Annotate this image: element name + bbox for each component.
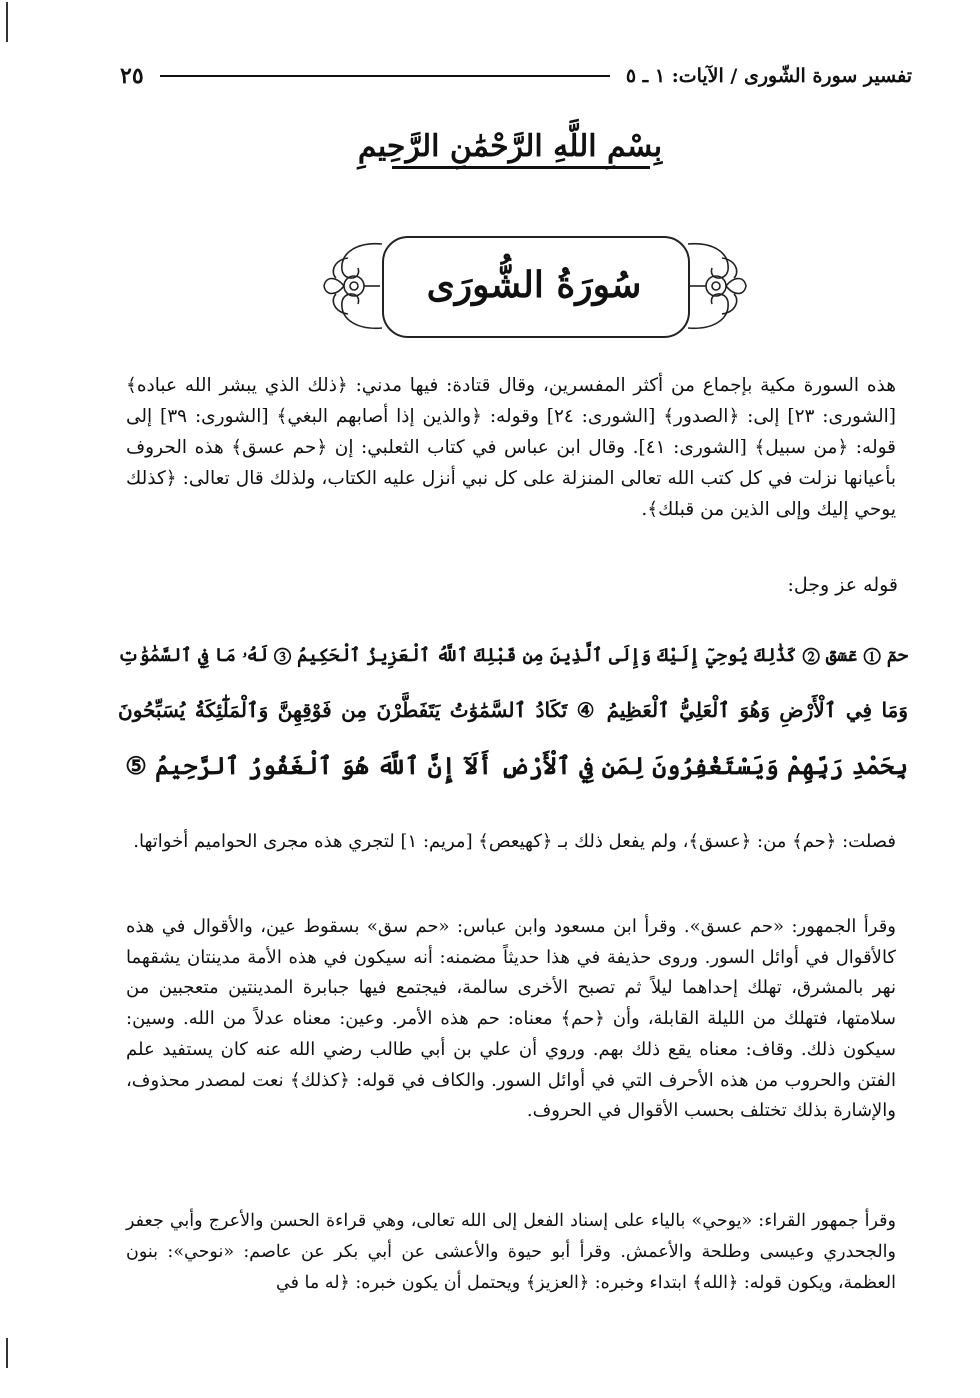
running-header: [120, 58, 912, 94]
right-ornament-icon: [682, 236, 752, 336]
surah-title-frame: [318, 228, 752, 344]
basmala: [330, 125, 690, 175]
header-title: تفسير سورة الشّورى / الآيات: ١ ـ ٥: [625, 65, 912, 87]
page-edge-mark: [6, 2, 8, 42]
page-number: ٢٥: [120, 63, 144, 89]
verse-line: بِحَمْدِ رَبِّهِمْ وَيَسْتَغْفِرُونَ لِمَن فِي ٱلْأَرْضِ أَلَآ إِنَّ ٱللَّهَ هُوَ ٱلْغَفُورُ ٱلرَّحِيمُ ⑤: [125, 751, 908, 780]
basmala-underline: [392, 166, 650, 169]
commentary-paragraph: وقرأ الجمهور: «حم عسق». وقرأ ابن مسعود وابن عباس: «حم سق» بسقوط عين، والأقوال في هذه كالأقوال في أوائل السور. وروى حذيفة في هذا حديثاً مضمنه: أنه سيكون في هذه الأمة مدينتان يشقهما نهر بالمشرق، تهلك إحداهما ليلاً ثم تصبح الأخرى سالمة، فيجتمع فيها جبابرة المدينتين متعجبين من سلامتها، فتهلك من الليلة القابلة، وأن ﴿حم﴾ معناه: حم هذه الأمر. وعين: معناه عدلاً من الله. وسين: سيكون ذلك. وقاف: معناه يقع ذلك بهم. وروي أن علي بن أبي طالب رضي الله عنه كان يستفيد علم الفتن والحروب من هذه الأحرف التي في أوائل السور. والكاف في قوله: ﴿كذلك﴾ نعت لمصدر محذوف، والإشارة بذلك تختلف بحسب الأقوال في الحروف.: [126, 916, 896, 1122]
commentary-paragraph: وقرأ جمهور القراء: «يوحي» بالياء على إسناد الفعل إلى الله تعالى، وهي قراءة الحسن والأعرج وأبي جعفر والجحدري وعيسى وطلحة والأعمش. وقرأ أبو حيوة والأعشى عن أبي بكر عن عاصم: «نوحي»: بنون العظمة، ويكون قوله: ﴿الله﴾ ابتداء وخبره: ﴿العزيز﴾ ويحتمل أن يكون خبره: ﴿له ما في: [126, 1211, 896, 1293]
page-edge-mark: [6, 1338, 8, 1368]
basmala-text: بِسْمِ اللَّهِ الرَّحْمَٰنِ الرَّحِيمِ: [357, 129, 663, 164]
header-rule: [160, 75, 610, 77]
verse-line: حمٓ ① عٓسٓقٓ ② كَذَٰلِكَ يُوحِيٓ إِلَيْكَ وَإِلَى ٱلَّذِينَ مِن قَبْلِكَ ٱللَّهُ ٱلْعَزِيزُ ٱلْحَكِيمُ ③ لَهُۥ مَا فِي ٱلسَّمَٰوَٰتِ: [117, 645, 908, 666]
commentary-paragraph: فصلت: ﴿حم﴾ من: ﴿عسق﴾، ولم يفعل ذلك بـ ﴿كهيعص﴾ [مريم: ١] لتجري هذه مجرى الحواميم أخواتها.: [133, 831, 896, 852]
quran-verses: [118, 628, 908, 793]
verse-line: وَمَا فِي ٱلْأَرْضِ وَهُوَ ٱلْعَلِيُّ ٱلْعَظِيمُ ④ تَكَادُ ٱلسَّمَٰوَٰتُ يَتَفَطَّرْنَ مِن فَوْقِهِنَّ وَٱلْمَلَٰٓئِكَةُ يُسَبِّحُونَ: [118, 698, 908, 722]
verse-intro: قوله عز وجل:: [787, 574, 898, 596]
surah-title: سُورَةُ الشُّورَى: [426, 264, 642, 306]
left-ornament-icon: [318, 236, 388, 336]
intro-paragraph: هذه السورة مكية بإجماع من أكثر المفسرين، وقال قتادة: فيها مدني: ﴿ذلك الذي يبشر الله عباده﴾ [الشورى: ٢٣] إلى: ﴿الصدور﴾ [الشورى: ٢٤] وقوله: ﴿والذين إذا أصابهم البغي﴾ [الشورى: ٣٩] إلى قوله: ﴿من سبيل﴾ [الشورى: ٤١]. وقال ابن عباس في كتاب الثعلبي: إن ﴿حم عسق﴾ هذه الحروف بأعيانها نزلت في كل كتب الله تعالى المنزلة على كل نبي أنزل عليه الكتاب، ولذلك قال تعالى: ﴿كذلك يوحي إليك وإلى الذين من قبلك﴾.: [126, 375, 896, 520]
